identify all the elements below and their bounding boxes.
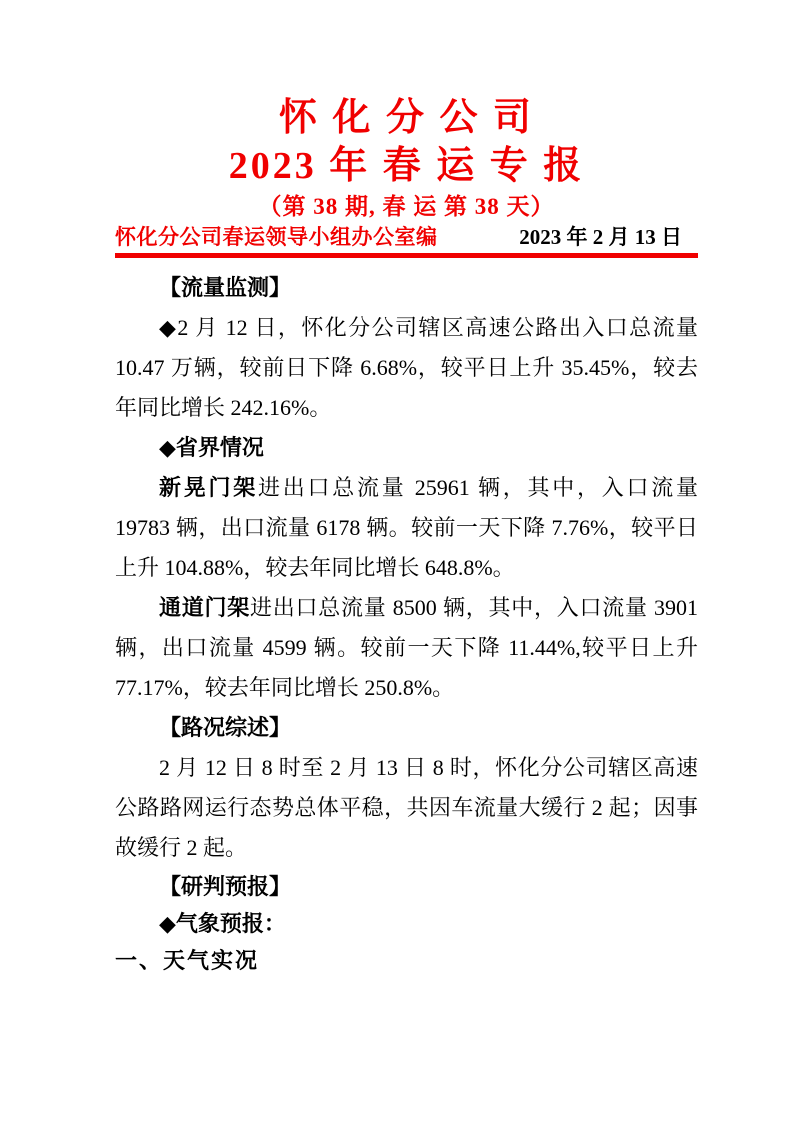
paragraph-tongdao-gantry — [115, 588, 698, 708]
report-title-line1: 怀 化 分 公 司 — [278, 97, 534, 139]
page-content — [115, 0, 698, 979]
section-heading-road-summary: 【路况综述】 — [159, 715, 292, 740]
paragraph-road-summary: 2 月 12 日 8 时至 2 月 13 日 8 时，怀化分公司辖区高速公路路网运行态势总体平稳，共因车流量大缓行 2 起；因事故缓行 2 起。 — [115, 755, 698, 860]
heading-weather-actual: 一、天气实况 — [115, 948, 260, 973]
issue-info: （第 38 期, 春 运 第 38 天） — [258, 194, 555, 219]
subheading-province-border: ◆省界情况 — [159, 435, 264, 460]
report-date: 2023 年 2 月 13 日 — [519, 225, 682, 249]
subheading-weather-forecast: ◆气象预报： — [159, 911, 286, 936]
section-heading-forecast: 【研判预报】 — [159, 874, 292, 899]
meta-row — [115, 224, 698, 251]
paragraph-xinhuang-gantry — [115, 468, 698, 588]
tongdao-gantry-name: 通道门架 — [159, 595, 250, 620]
paragraph-total-traffic: ◆2 月 12 日，怀化分公司辖区高速公路出入口总流量 10.47 万辆，较前日下降 6.68%，较平日上升 35.45%，较去年同比增长 242.16%。 — [115, 315, 698, 420]
xinhuang-gantry-name: 新晃门架 — [159, 475, 258, 500]
report-body — [115, 268, 698, 979]
header-divider-rule — [115, 253, 698, 258]
tongdao-gantry-stats: 进出口总流量 8500 辆，其中，入口流量 3901 辆，出口流量 4599 辆。较前一天下降 11.44%,较平日上升 77.17%，较去年同比增长 250.8%。 — [115, 595, 698, 700]
report-title-line2: 2023 年 春 运 专 报 — [228, 145, 585, 187]
xinhuang-gantry-stats: 进出口总流量 25961 辆，其中，入口流量 19783 辆，出口流量 6178 辆。较前一天下降 7.76%，较平日上升 104.88%，较去年同比增长 648.8%。 — [115, 475, 698, 580]
section-heading-traffic-monitor: 【流量监测】 — [159, 275, 292, 300]
editor-credit: 怀化分公司春运领导小组办公室编 — [115, 225, 438, 249]
